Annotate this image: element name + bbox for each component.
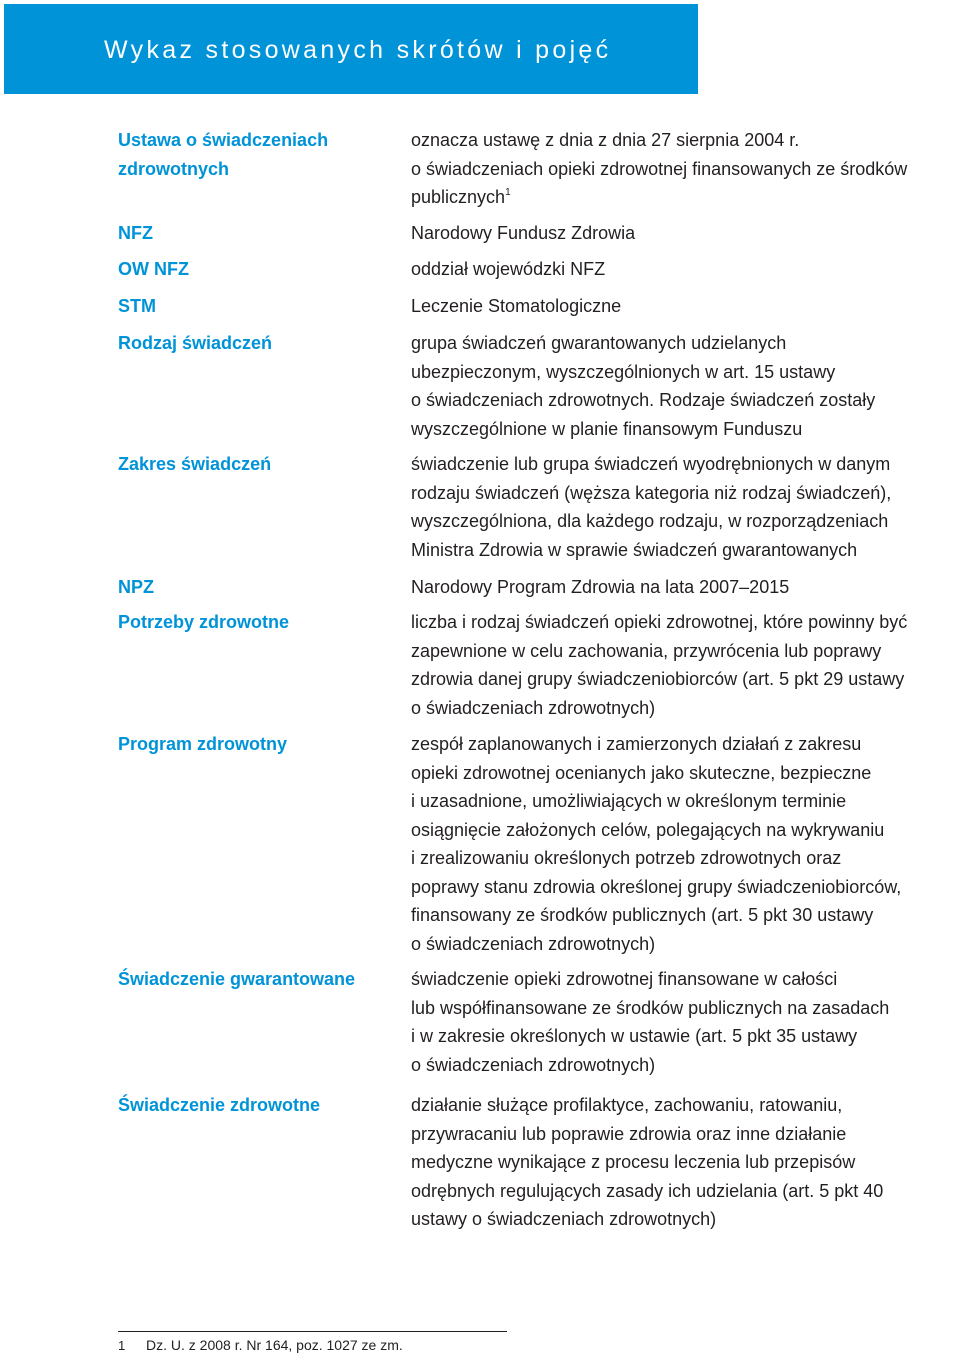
definition-text: publicznych	[411, 187, 506, 207]
definition-text: zapewnione w celu zachowania, przywrócenia lub poprawy	[411, 640, 882, 661]
glossary-definition	[411, 450, 957, 564]
glossary-definition-line	[411, 930, 957, 959]
glossary-definition-line	[411, 292, 957, 321]
definition-text: działanie służące profilaktyce, zachowaniu, ratowaniu,	[411, 1095, 843, 1115]
glossary-term-line: OW NFZ	[118, 259, 189, 279]
definition-text: liczba i rodzaj świadczeń opieki zdrowotnej, które powinny być	[411, 612, 908, 632]
glossary-term	[118, 126, 328, 183]
footnote-text: Dz. U. z 2008 r. Nr 164, poz. 1027 ze zm.	[146, 1337, 403, 1353]
definition-text: o świadczeniach zdrowotnych)	[411, 933, 656, 954]
glossary-definition	[411, 730, 957, 958]
footnote-mark: 1	[118, 1338, 126, 1353]
glossary-definition-line	[411, 155, 957, 184]
glossary-definition	[411, 1091, 957, 1234]
glossary-term-line: STM	[118, 296, 156, 316]
glossary-definition-line	[411, 183, 957, 212]
glossary-definition	[411, 965, 957, 1079]
glossary-definition-line	[411, 608, 957, 637]
glossary-definition-line	[411, 415, 957, 444]
footnote	[118, 1337, 403, 1353]
glossary-term-line: Potrzeby zdrowotne	[118, 612, 290, 632]
glossary-definition-line	[411, 1148, 957, 1177]
glossary-term	[118, 965, 355, 994]
glossary-term	[118, 292, 156, 321]
glossary-definition-line	[411, 386, 957, 415]
definition-text: zespół zaplanowanych i zamierzonych działań z zakresu	[411, 734, 862, 754]
glossary-definition-line	[411, 965, 957, 994]
definition-text: opieki zdrowotnej ocenianych jako skuteczne, bezpieczne	[411, 762, 872, 783]
glossary-definition	[411, 219, 957, 248]
glossary-term	[118, 329, 272, 358]
definition-text: oddział wojewódzki NFZ	[411, 259, 606, 279]
glossary-definition-line	[411, 536, 957, 565]
glossary-definition-line	[411, 1120, 957, 1149]
glossary-definition-line	[411, 873, 957, 902]
glossary-term-line: Świadczenie zdrowotne	[118, 1095, 321, 1115]
glossary-definition-line	[411, 665, 957, 694]
definition-text: zdrowia danej grupy świadczeniobiorców (art. 5 pkt 29 ustawy	[411, 669, 905, 689]
glossary-term-line: NFZ	[118, 223, 153, 243]
glossary-definition-line	[411, 450, 957, 479]
glossary-definition-line	[411, 637, 957, 666]
glossary-term-line: Rodzaj świadczeń	[118, 333, 273, 353]
glossary-definition-line	[411, 1051, 957, 1080]
glossary-definition-line	[411, 479, 957, 508]
glossary-term-line: NPZ	[118, 577, 154, 597]
glossary-definition	[411, 329, 957, 443]
glossary-definition-line	[411, 219, 957, 248]
definition-text: medyczne wynikające z procesu leczenia lub przepisów	[411, 1152, 856, 1172]
definition-text: rodzaju świadczeń (węższa kategoria niż rodzaj świadczeń),	[411, 482, 892, 503]
glossary-definition-line	[411, 816, 957, 845]
definition-text: i w zakresie określonych w ustawie (art. 5 pkt 35 ustawy	[411, 1026, 858, 1046]
definition-text: ubezpieczonym, wyszczególnionych w art. 15 ustawy	[411, 361, 836, 382]
glossary-term-line: Zakres świadczeń	[118, 454, 272, 474]
glossary-term	[118, 450, 271, 479]
glossary-definition-line	[411, 1205, 957, 1234]
definition-text: poprawy stanu zdrowia określonej grupy świadczeniobiorców,	[411, 876, 902, 897]
glossary-definition	[411, 292, 957, 321]
definition-text: odrębnych regulujących zasady ich udzielania (art. 5 pkt 40	[411, 1180, 884, 1201]
definition-text: przywracaniu lub poprawie zdrowia oraz inne działanie	[411, 1123, 847, 1144]
definition-text: o świadczeniach opieki zdrowotnej finansowanych ze środków	[411, 158, 908, 179]
glossary-term	[118, 219, 153, 248]
glossary-definition-line	[411, 126, 957, 155]
definition-text: finansowany ze środków publicznych (art. 5 pkt 30 ustawy	[411, 905, 874, 925]
glossary-term	[118, 608, 289, 637]
glossary-definition	[411, 255, 957, 284]
glossary-term	[118, 730, 287, 759]
glossary-definition-line	[411, 1091, 957, 1120]
glossary-definition-line	[411, 507, 957, 536]
definition-text: świadczenie lub grupa świadczeń wyodrębnionych w danym	[411, 454, 891, 474]
definition-text: osiągnięcie założonych celów, polegających na wykrywaniu	[411, 819, 885, 840]
footnote-divider	[118, 1331, 507, 1332]
definition-text: świadczenie opieki zdrowotnej finansowane w całości	[411, 969, 838, 989]
glossary-definition-line	[411, 730, 957, 759]
glossary-definition-line	[411, 1177, 957, 1206]
glossary-definition	[411, 573, 957, 602]
glossary-definition-line	[411, 255, 957, 284]
glossary-definition-line	[411, 787, 957, 816]
definition-text: lub współfinansowane ze środków publicznych na zasadach	[411, 997, 890, 1018]
glossary-definition-line	[411, 329, 957, 358]
glossary-term-line: Ustawa o świadczeniach	[118, 130, 329, 150]
glossary-definition-line	[411, 844, 957, 873]
definition-text: Narodowy Program Zdrowia na lata 2007–2015	[411, 577, 790, 597]
definition-text: Leczenie Stomatologiczne	[411, 296, 622, 316]
definition-text: i zrealizowaniu określonych potrzeb zdrowotnych oraz	[411, 848, 842, 868]
definition-text: grupa świadczeń gwarantowanych udzielanych	[411, 333, 787, 353]
definition-text: Narodowy Fundusz Zdrowia	[411, 223, 636, 243]
glossary-term-line: Program zdrowotny	[118, 734, 288, 754]
glossary-definition-line	[411, 358, 957, 387]
definition-text: Ministra Zdrowia w sprawie świadczeń gwarantowanych	[411, 539, 858, 560]
definition-text: wyszczególnione w planie finansowym Funduszu	[411, 418, 803, 439]
definition-text: ustawy o świadczeniach zdrowotnych)	[411, 1209, 717, 1229]
glossary-definition-line	[411, 694, 957, 723]
glossary-term	[118, 1091, 320, 1120]
definition-text: oznacza ustawę z dnia z dnia 27 sierpnia 2004 r.	[411, 130, 800, 150]
definition-text: o świadczeniach zdrowotnych. Rodzaje świadczeń zostały	[411, 390, 876, 410]
glossary-term-line: zdrowotnych	[118, 158, 229, 179]
definition-text: o świadczeniach zdrowotnych)	[411, 1054, 656, 1075]
glossary-definition	[411, 126, 957, 212]
definition-text: o świadczeniach zdrowotnych)	[411, 697, 656, 718]
glossary-term	[118, 573, 154, 602]
glossary-definition-line	[411, 1022, 957, 1051]
glossary-definition-line	[411, 901, 957, 930]
definition-text: i uzasadnione, umożliwiających w określonym terminie	[411, 791, 847, 811]
glossary-definition-line	[411, 573, 957, 602]
glossary-term	[118, 255, 189, 284]
glossary-definition	[411, 608, 957, 722]
glossary-term-line: Świadczenie gwarantowane	[118, 969, 356, 989]
glossary-definition-line	[411, 759, 957, 788]
page-title: Wykaz stosowanych skrótów i pojęć	[104, 36, 612, 64]
footnote-reference: 1	[505, 187, 511, 198]
glossary-definition-line	[411, 994, 957, 1023]
definition-text: wyszczególniona, dla każdego rodzaju, w rozporządzeniach	[411, 511, 889, 531]
